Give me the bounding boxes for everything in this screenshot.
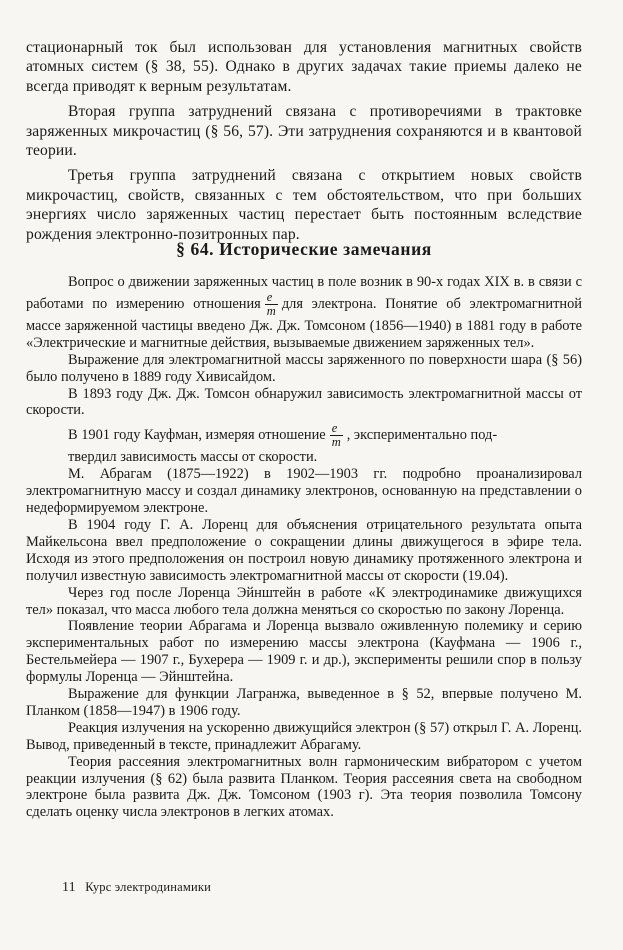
- fraction-denominator: m: [331, 435, 341, 450]
- paragraph-thomson-1893: В 1893 году Дж. Дж. Томсон обнаружил зависимость электромагнитной массы от скорости.: [26, 385, 582, 419]
- signature-number: 11: [62, 880, 76, 895]
- paragraph-text: для электрона. Понятие об электромагнитной массе заряженной частицы введено Дж. Дж. Томсоном (1856—1940) в 1881 году в работе «Электрические и магнитные действия, вызываемые движением заряженных тел».: [26, 295, 582, 351]
- paragraph-text: Вопрос о движении заряженных частиц в поле возник в 90-х годах XIX в. в связи с работами по измерению отношения: [26, 274, 582, 312]
- paragraph-em-question: [26, 274, 582, 352]
- paragraph-text: твердил зависимость массы от скорости.: [68, 449, 318, 466]
- paragraph-scattering: Теория рассеяния электромагнитных волн гармоническим вибратором с учетом реакции излучения (§ 62) была развита Планком. Теория рассеяния света на свободном электроне была развита Дж. Дж. Томсоном (1903 г). Эта теория позволила Томсону сделать оценку числа электронов в легких атомах.: [26, 753, 582, 821]
- page-footer: [62, 880, 211, 896]
- paragraph-kaufmann: [26, 422, 582, 466]
- paragraph-second-group: Вторая группа затруднений связана с противоречиями в трактовке заряженных микрочастиц (§ 56, 57). Эти затруднения сохраняются и в квантовой теории.: [26, 103, 582, 160]
- paragraph-lorentz-1904: В 1904 году Г. А. Лоренц для объяснения отрицательного результата опыта Майкельсона ввел предположение о сокращении длины движущегося в эфире тела. Исходя из этого предположения он построил новую динамику протяженного электрона и получил известную зависимость электромагнитной массы от скорости (19.04).: [26, 516, 582, 584]
- section-heading: § 64. Исторические замечания: [176, 239, 432, 259]
- fraction-numerator: e: [330, 422, 343, 436]
- fraction-numerator: e: [265, 291, 278, 305]
- paragraph-continuation: стационарный ток был использован для установления магнитных свойств атомных систем (§ 38, 55). Однако в других задачах такие приемы далеко не всегда приводят к верным результатам.: [26, 39, 582, 95]
- fraction-denominator: m: [266, 303, 276, 318]
- paragraph-text: В 1901 году Кауфман, измеряя отношение: [68, 427, 326, 444]
- book-title: Курс электродинамики: [85, 880, 212, 894]
- paragraph-abraham: М. Абрагам (1875—1922) в 1902—1903 гг. подробно проанализировал электромагнитную массу и создал динамику электронов, основанную на представлении о недеформируемом электроне.: [26, 466, 582, 517]
- paragraph-lagrange: Выражение для функции Лагранжа, выведенное в § 52, впервые получено М. Планком (1858—1947) в 1906 году.: [26, 686, 582, 719]
- paragraph-einstein: Через год после Лоренца Эйнштейн в работе «К электродинамике движущихся тел» показал, что масса любого тела должна меняться со скоростью по закону Лоренца.: [26, 584, 582, 618]
- paragraph-radiation-reaction: Реакция излучения на ускоренно движущийся электрон (§ 57) открыл Г. А. Лоренц. Вывод, приведенный в тексте, принадлежит Абрагаму.: [26, 719, 582, 753]
- historical-notes: [26, 274, 582, 821]
- paragraph-experiments: Появление теории Абрагама и Лоренца вызвало оживленную полемику и серию экспериментальных работ по измерению массы электрона (Кауфмана — 1906 г., Бестельмейера — 1907 г., Бухерера — 1909 г. и др.), эксперименты решили спор в пользу формулы Лоренца — Эйнштейна.: [26, 618, 582, 686]
- paragraph-third-group: Третья группа затруднений связана с открытием новых свойств микрочастиц, свойств, связанных с тем обстоятельством, что при больших энергиях число заряженных частиц перестает быть постоянным вследствие рождения электронно-позитронных пар.: [26, 167, 582, 243]
- paragraph-text: , экспериментально под-: [346, 427, 498, 444]
- e-over-m-fraction: [265, 291, 278, 318]
- intro-text: [26, 38, 582, 244]
- paragraph-heaviside: Выражение для электромагнитной массы заряженного по поверхности шара (§ 56) было получено в 1889 году Хивисайдом.: [26, 351, 582, 385]
- e-over-m-fraction: [330, 422, 343, 449]
